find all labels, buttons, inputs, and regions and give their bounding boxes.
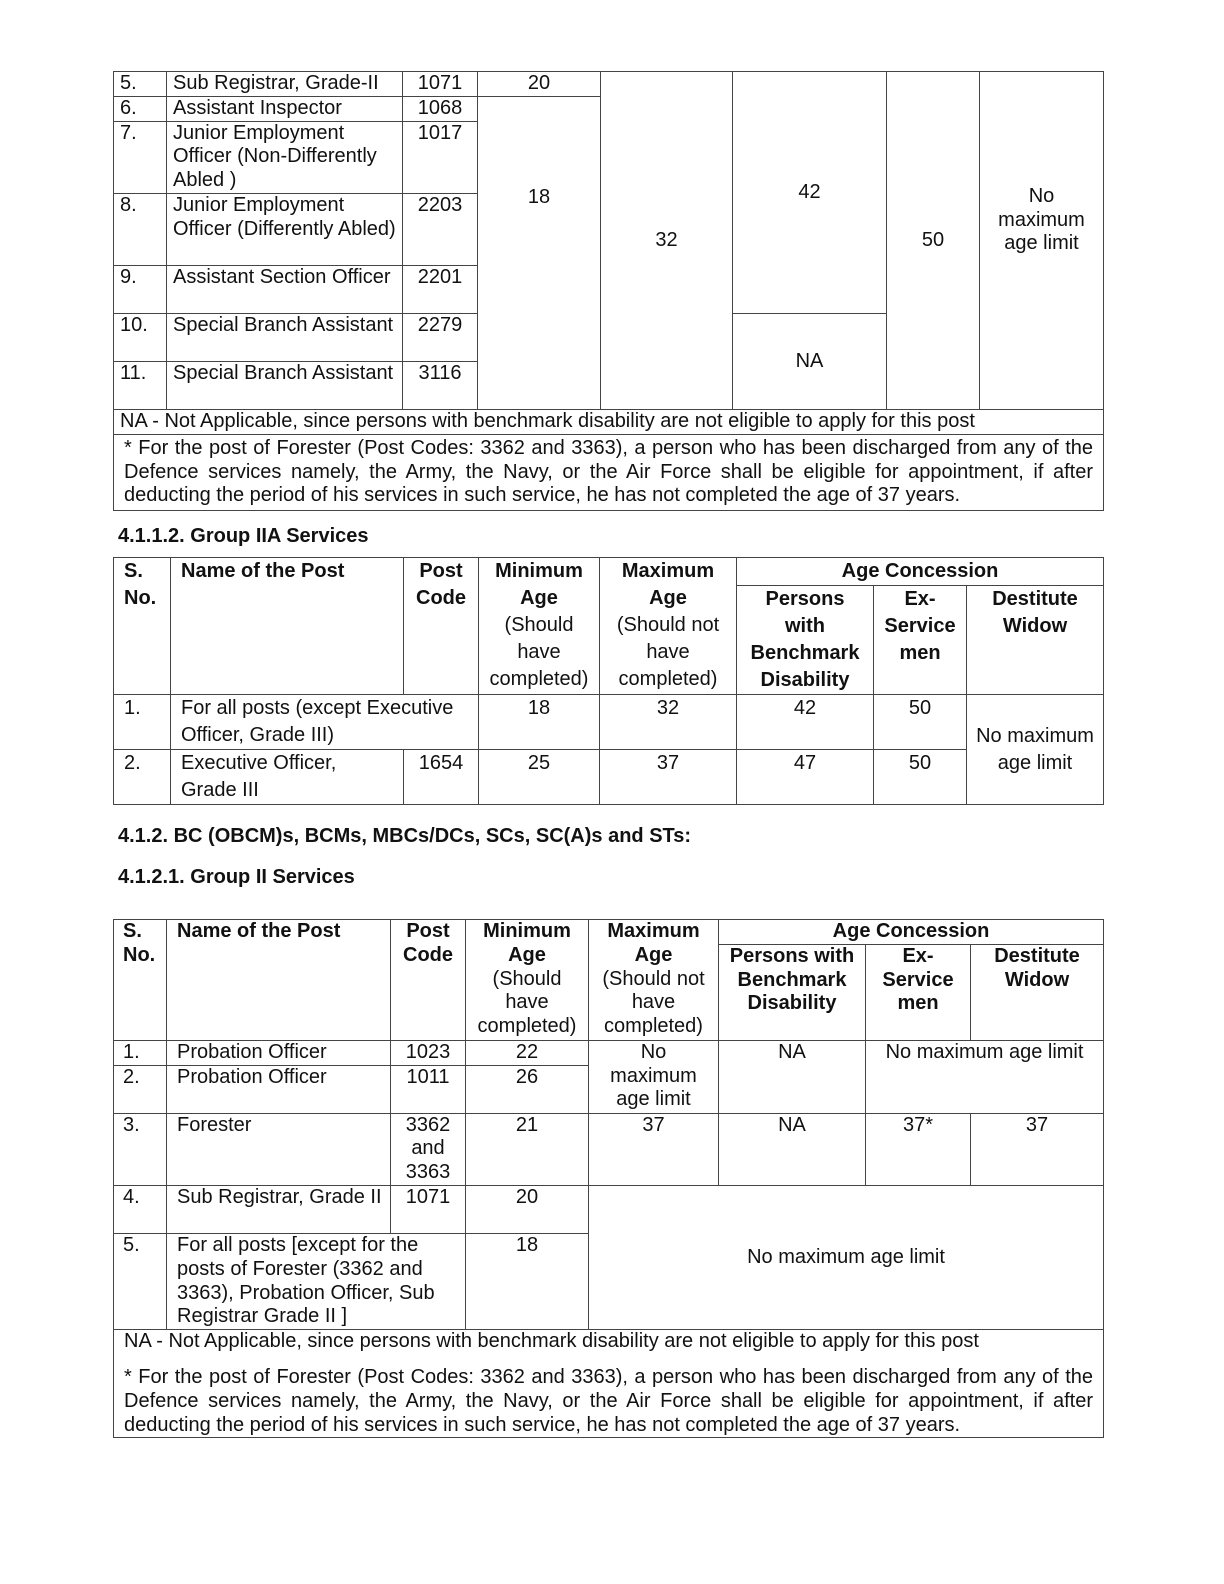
- post-name-cell: Probation Officer: [167, 1040, 391, 1065]
- destitute-widow-cell: No maximum age limit: [980, 72, 1104, 410]
- min-age-cell: 26: [466, 1065, 589, 1113]
- post-code-cell: 1071: [391, 1185, 466, 1233]
- min-age-cell: 18: [466, 1233, 589, 1329]
- table-header-row: [114, 920, 1104, 945]
- age-concession-header: Age Concession: [719, 920, 1104, 945]
- min-age-cell: 25: [479, 750, 600, 805]
- post-code-cell: 1071: [403, 72, 478, 97]
- destitute-widow-header: Destitute Widow: [971, 944, 1104, 1040]
- sno-cell: 11.: [114, 361, 167, 409]
- post-name-cell: Executive Officer, Grade III: [171, 750, 404, 805]
- sno-cell: 6.: [114, 96, 167, 121]
- max-age-header: [589, 920, 719, 1041]
- ex-service-header: Ex-Service men: [874, 586, 967, 695]
- section-heading: 4.1.2.1. Group II Services: [118, 866, 355, 888]
- post-name-header: Name of the Post: [167, 920, 391, 1041]
- min-age-cell: 18: [478, 96, 601, 409]
- min-age-cell: 20: [478, 72, 601, 97]
- table-row: [114, 695, 1104, 750]
- post-code-cell: 1017: [403, 121, 478, 193]
- post-name-cell: Sub Registrar, Grade-II: [167, 72, 403, 97]
- post-code-header: Post Code: [404, 558, 479, 695]
- min-age-header: [479, 558, 600, 695]
- no-max-age-cell: No maximum age limit: [866, 1040, 1104, 1113]
- sno-cell: 5.: [114, 1233, 167, 1329]
- sno-header: S. No.: [114, 558, 171, 695]
- pwbd-header: Persons with Benchmark Disability: [737, 586, 874, 695]
- post-name-cell: For all posts (except Executive Officer, Grade III): [171, 695, 479, 750]
- max-age-cell: 32: [601, 72, 733, 410]
- table-row: [114, 1113, 1104, 1185]
- pwbd-age-cell: 42: [737, 695, 874, 750]
- post-name-cell: Junior Employment Officer (Non-Differently Abled ): [167, 121, 403, 193]
- group2a-table: [113, 557, 1104, 805]
- group2-continued-table: [113, 71, 1104, 511]
- pwbd-header: Persons with Benchmark Disability: [719, 944, 866, 1040]
- post-name-cell: For all posts [except for the posts of Forester (3362 and 3363), Probation Officer, Sub Registrar Grade II ]: [167, 1233, 466, 1329]
- max-age-cell: 37: [600, 750, 737, 805]
- post-name-cell: Junior Employment Officer (Differently Abled): [167, 193, 403, 265]
- age-concession-header: Age Concession: [737, 558, 1104, 586]
- min-age-header-title: Minimum Age: [483, 920, 571, 966]
- post-code-header: Post Code: [391, 920, 466, 1041]
- sno-cell: 2.: [114, 1065, 167, 1113]
- table-row: [114, 434, 1104, 510]
- max-age-header-title: Maximum Age: [607, 920, 700, 966]
- table-row: [114, 750, 1104, 805]
- sno-cell: 3.: [114, 1113, 167, 1185]
- post-code-cell: 2279: [403, 313, 478, 361]
- post-code-cell: 2201: [403, 265, 478, 313]
- post-name-cell: Assistant Section Officer: [167, 265, 403, 313]
- pwbd-age-cell: NA: [719, 1040, 866, 1113]
- destitute-widow-cell: 37: [971, 1113, 1104, 1185]
- pwbd-age-cell: NA: [719, 1113, 866, 1185]
- sno-cell: 1.: [114, 1040, 167, 1065]
- sno-cell: 10.: [114, 313, 167, 361]
- ex-service-age-cell: 50: [887, 72, 980, 410]
- post-name-cell: Special Branch Assistant: [167, 361, 403, 409]
- table-row: [114, 1185, 1104, 1233]
- destitute-widow-header: Destitute Widow: [967, 586, 1104, 695]
- ex-service-age-cell: 50: [874, 695, 967, 750]
- post-code-cell: 2203: [403, 193, 478, 265]
- max-age-header: [600, 558, 737, 695]
- post-code-cell: 3116: [403, 361, 478, 409]
- section-heading: 4.1.2. BC (OBCM)s, BCMs, MBCs/DCs, SCs, SC(A)s and STs:: [118, 825, 692, 847]
- min-age-header-note: (Should have completed): [477, 967, 577, 1038]
- max-age-header-note: (Should not have completed): [616, 614, 720, 690]
- group2-bc-table: [113, 919, 1104, 1438]
- sno-cell: 4.: [114, 1185, 167, 1233]
- sno-cell: 5.: [114, 72, 167, 97]
- max-age-header-title: Maximum Age: [621, 560, 715, 609]
- max-age-cell: 32: [600, 695, 737, 750]
- sno-header: S. No.: [114, 920, 167, 1041]
- post-code-cell: 1023: [391, 1040, 466, 1065]
- table-row: [114, 409, 1104, 434]
- table-header-row: [114, 558, 1104, 586]
- min-age-cell: 22: [466, 1040, 589, 1065]
- notes-cell: [114, 1330, 1104, 1438]
- post-name-cell: Probation Officer: [167, 1065, 391, 1113]
- max-age-cell: 37: [589, 1113, 719, 1185]
- ex-service-age-cell: 50: [874, 750, 967, 805]
- min-age-cell: 18: [479, 695, 600, 750]
- forester-note: * For the post of Forester (Post Codes: 3362 and 3363), a person who has been discharged from any of the Defence services namely, the Army, the Navy, or the Air Force shall be eligible for appointment, if after deducting the period of his services in such service, he has not completed the age of 37 years.: [124, 1365, 1094, 1436]
- post-name-cell: Forester: [167, 1113, 391, 1185]
- na-note: NA - Not Applicable, since persons with benchmark disability are not eligible to apply for this post: [124, 1330, 979, 1353]
- post-code-cell: 1011: [391, 1065, 466, 1113]
- post-name-cell: Sub Registrar, Grade II: [167, 1185, 391, 1233]
- post-code-cell: 1654: [404, 750, 479, 805]
- ex-service-header: Ex-Service men: [866, 944, 971, 1040]
- post-code-cell: 1068: [403, 96, 478, 121]
- ex-service-age-cell: 37*: [866, 1113, 971, 1185]
- min-age-header: [466, 920, 589, 1041]
- pwbd-age-cell: 42: [733, 72, 887, 314]
- sno-cell: 2.: [114, 750, 171, 805]
- table-row: [114, 72, 1104, 97]
- post-code-cell: 3362 and 3363: [391, 1113, 466, 1185]
- min-age-cell: 21: [466, 1113, 589, 1185]
- pwbd-age-cell: 47: [737, 750, 874, 805]
- sno-cell: 1.: [114, 695, 171, 750]
- post-name-cell: Assistant Inspector: [167, 96, 403, 121]
- na-note: NA - Not Applicable, since persons with benchmark disability are not eligible to apply for this post: [114, 409, 1104, 434]
- table-row: [114, 1040, 1104, 1065]
- min-age-header-note: (Should have completed): [489, 614, 589, 690]
- forester-note: * For the post of Forester (Post Codes: 3362 and 3363), a person who has been discharged from any of the Defence services namely, the Army, the Navy, or the Air Force shall be eligible for appointment, if after deducting the period of his services in such service, he has not completed the age of 37 years.: [114, 434, 1104, 510]
- post-name-header: Name of the Post: [171, 558, 404, 695]
- sno-cell: 9.: [114, 265, 167, 313]
- destitute-widow-cell: No maximum age limit: [967, 695, 1104, 805]
- pwbd-na-cell: NA: [733, 313, 887, 409]
- max-age-header-note: (Should not have completed): [602, 967, 705, 1038]
- max-age-cell: No maximum age limit: [589, 1040, 719, 1113]
- post-name-cell: Special Branch Assistant: [167, 313, 403, 361]
- section-heading: 4.1.1.2. Group IIA Services: [118, 525, 369, 547]
- no-max-age-cell: No maximum age limit: [589, 1185, 1104, 1329]
- sno-cell: 7.: [114, 121, 167, 193]
- table-row: [114, 1330, 1104, 1438]
- min-age-cell: 20: [466, 1185, 589, 1233]
- min-age-header-title: Minimum Age: [495, 560, 583, 609]
- sno-cell: 8.: [114, 193, 167, 265]
